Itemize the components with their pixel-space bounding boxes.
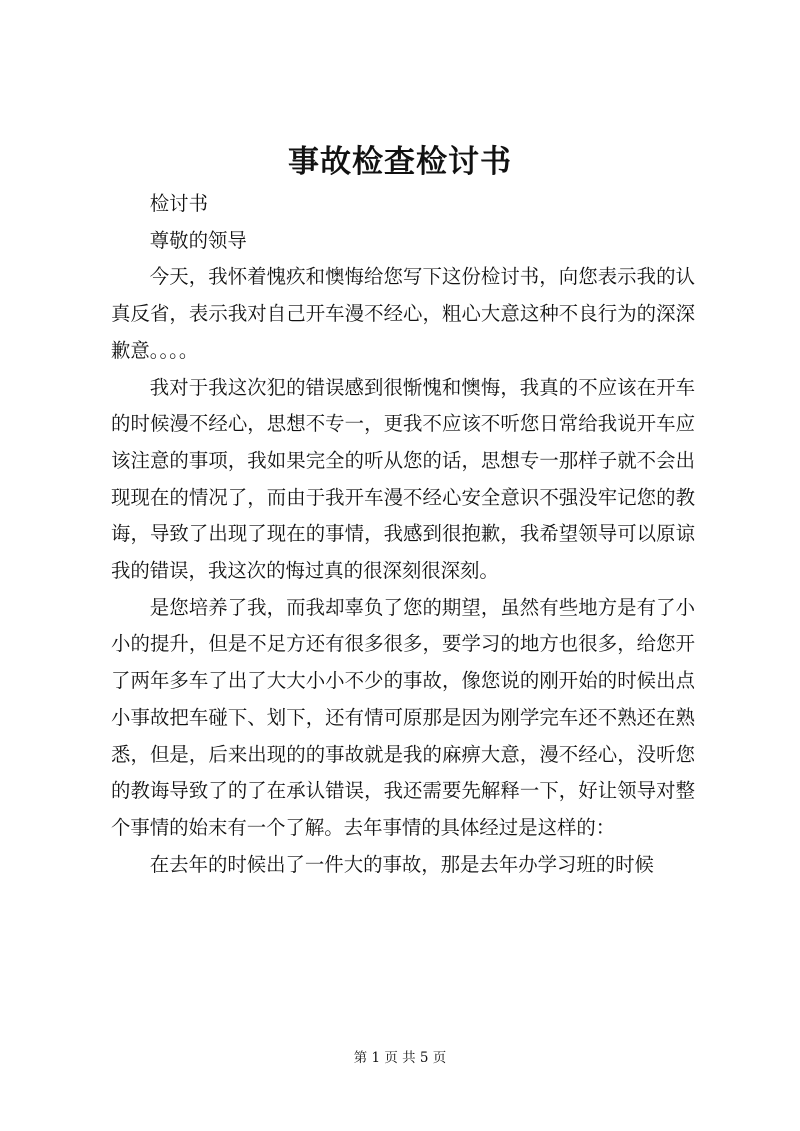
paragraph: 是您培养了我，而我却辜负了您的期望，虽然有些地方是有了小小的提升，但是不足方还有很多很多，要学习的地方也很多，给您开了两年多车了出了大大小小不少的事故，像您说的刚开始的时候出点小事故把车碰下、划下，还有情可原那是因为刚学完车还不熟还在熟悉，但是，后来出现的的事故就是我的麻痹大意，漫不经心，没听您的教诲导致了的了在承认错误，我还需要先解释一下，好让领导对整个事情的始末有一个了解。去年事情的具体经过是这样的： <box>111 595 695 839</box>
document-title: 事故检查检讨书 <box>288 144 512 180</box>
paragraph: 我对于我这次犯的错误感到很惭愧和懊悔，我真的不应该在开车的时候漫不经心，思想不专一，更我不应该不听您日常给我说开车应该注意的事项，我如果完全的听从您的话，思想专一那样子就不会出现现在的情况了，而由于我开车漫不经心安全意识不强没牢记您的教诲，导致了出现了现在的事情，我感到很抱歉，我希望领导可以原谅我的错误，我这次的悔过真的很深刻很深刻。 <box>111 375 695 583</box>
paragraph-salutation: 尊敬的领导 <box>149 228 247 252</box>
paragraph-heading: 检讨书 <box>149 192 208 215</box>
paragraph: 在去年的时候出了一件大的事故，那是去年办学习班的时候 <box>149 852 654 876</box>
document-body <box>111 186 695 883</box>
page-number-footer: 第 1 页 共 5 页 <box>353 1050 447 1066</box>
paragraph: 今天，我怀着愧疚和懊悔给您写下这份检讨书，向您表示我的认真反省，表示我对自己开车漫不经心，粗心大意这种不良行为的深深歉意。。。。 <box>111 265 695 362</box>
